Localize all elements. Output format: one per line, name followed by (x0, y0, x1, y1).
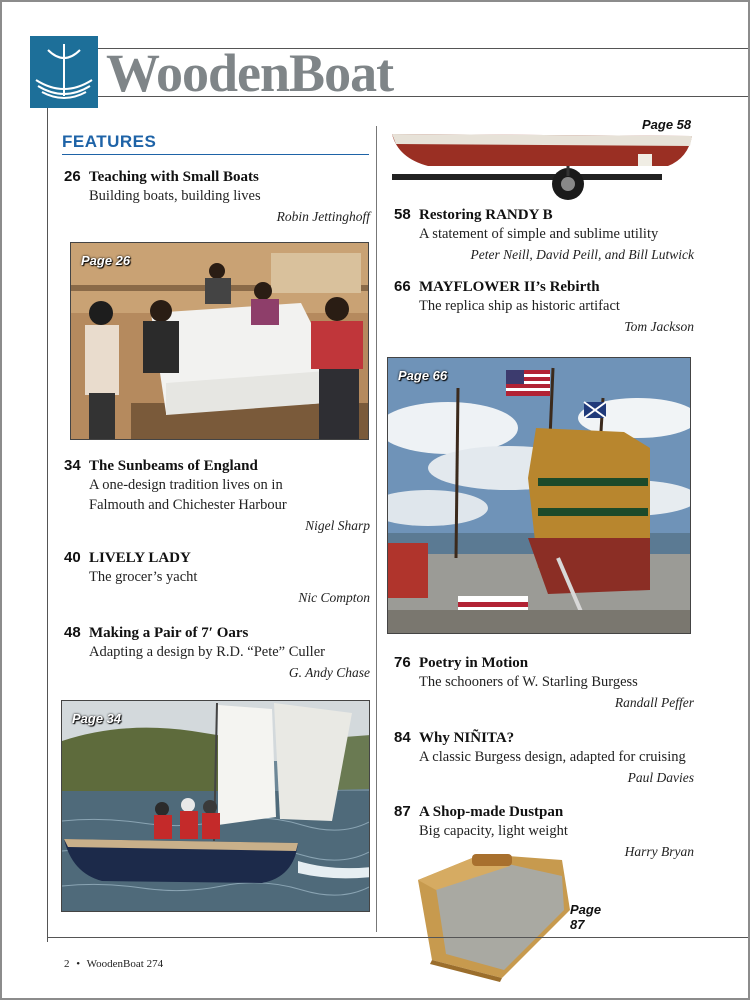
article-entry[interactable] (64, 168, 370, 226)
article-deck: A statement of simple and sublime utility (419, 226, 659, 242)
article-page-number: 26 (64, 168, 81, 185)
footer-rule (47, 937, 748, 938)
article-byline: Nigel Sharp (305, 518, 370, 533)
photo-page-label: Page 66 (398, 368, 448, 383)
boat-on-trailer-photo (388, 114, 700, 204)
article-heading (394, 654, 694, 672)
article-title: The Sunbeams of England (89, 458, 258, 474)
article-page-number: 84 (394, 729, 411, 746)
article-page-number: 58 (394, 206, 411, 223)
article-entry[interactable] (394, 729, 694, 787)
article-page-number: 76 (394, 654, 411, 671)
page-footer (64, 958, 163, 970)
article-deck: Falmouth and Chichester Harbour (89, 497, 287, 513)
article-heading (394, 206, 694, 224)
article-heading (64, 549, 370, 567)
article-deck: The replica ship as historic artifact (419, 298, 620, 314)
article-deck: The grocer’s yacht (89, 569, 198, 585)
section-rule (62, 154, 369, 155)
tall-ship-photo (387, 357, 691, 634)
article-byline: Harry Bryan (624, 844, 694, 859)
article-byline: Randall Peffer (614, 695, 694, 710)
article-page-number: 48 (64, 624, 81, 641)
article-heading (64, 168, 370, 186)
frame-left-rule (47, 108, 48, 942)
article-entry[interactable] (394, 206, 694, 264)
article-heading (394, 729, 694, 747)
article-title: A Shop-made Dustpan (419, 804, 564, 820)
article-title: Making a Pair of 7′ Oars (89, 625, 249, 641)
article-page-number: 34 (64, 457, 81, 474)
article-deck: A one-design tradition lives on in (89, 477, 283, 493)
article-heading (64, 624, 370, 642)
article-title: Why NIÑITA? (419, 730, 515, 746)
article-entry[interactable] (394, 278, 694, 336)
article-entry[interactable] (64, 624, 370, 682)
article-byline: Peter Neill, David Peill, and Bill Lutwick (470, 247, 694, 262)
article-entry[interactable] (64, 549, 370, 607)
article-heading (64, 457, 370, 475)
article-byline: Paul Davies (627, 770, 694, 785)
article-title: MAYFLOWER II’s Rebirth (419, 279, 600, 295)
article-deck: Adapting a design by R.D. “Pete” Culler (89, 644, 325, 660)
article-byline: Nic Compton (298, 590, 370, 605)
article-title: Poetry in Motion (419, 655, 529, 671)
article-title: Restoring RANDY B (419, 207, 553, 223)
article-byline: Robin Jettinghoff (276, 209, 370, 224)
section-title: FEATURES (62, 132, 157, 151)
wooden-dustpan-photo (412, 850, 602, 982)
article-heading (394, 803, 694, 821)
article-page-number: 87 (394, 803, 411, 820)
photo-page-label: Page 34 (72, 711, 122, 726)
woodenboat-logo-icon (30, 36, 98, 108)
article-deck: Building boats, building lives (89, 188, 261, 204)
article-byline: G. Andy Chase (288, 665, 370, 680)
article-page-number: 66 (394, 278, 411, 295)
sailboat-photo (61, 700, 370, 912)
column-divider (376, 126, 377, 932)
footer-separator: • (76, 958, 81, 970)
article-title: Teaching with Small Boats (89, 169, 259, 185)
article-entry[interactable] (394, 654, 694, 712)
photo-page-label: Page 87 (570, 902, 602, 932)
magazine-page (2, 2, 748, 998)
boatbuilding-class-photo (70, 242, 369, 440)
article-deck: Big capacity, light weight (419, 823, 568, 839)
article-heading (394, 278, 694, 296)
article-byline: Tom Jackson (624, 319, 694, 334)
article-page-number: 40 (64, 549, 81, 566)
photo-page-label: Page 26 (81, 253, 131, 268)
masthead-title: WoodenBoat (106, 43, 394, 103)
footer-issue: WoodenBoat 274 (86, 958, 164, 970)
article-title: LIVELY LADY (89, 550, 191, 566)
article-entry[interactable] (64, 457, 370, 535)
photo-page-label: Page 58 (642, 117, 692, 132)
article-deck: The schooners of W. Starling Burgess (419, 674, 638, 690)
footer-page-number: 2 (64, 958, 70, 970)
article-deck: A classic Burgess design, adapted for cruising (419, 749, 686, 765)
